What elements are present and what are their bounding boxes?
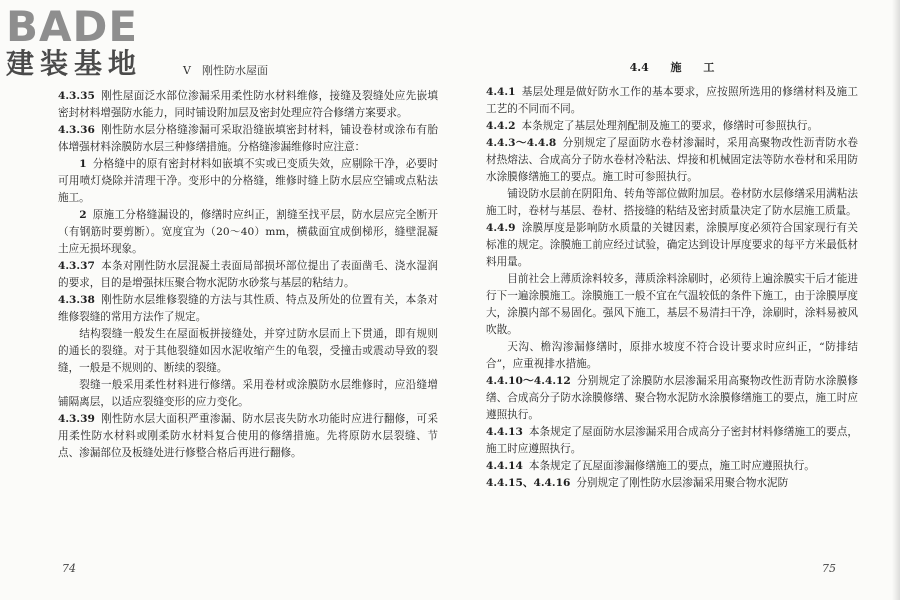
paragraph bbox=[58, 207, 438, 258]
clause-number: 4.3.38 bbox=[58, 294, 95, 306]
logo-text-cn: 建装基地 bbox=[6, 47, 143, 80]
clause-number: 4.3.39 bbox=[58, 413, 95, 425]
paragraph-text: 目前社会上薄质涂料较多，薄质涂料涂刷时，必须待上遍涂膜实干后才能进行下一遍涂膜施工。涂膜施工一般不宜在气温较低的条件下施工，由于涂膜厚度大，涂膜内部不易固化。强风下施工，基层不易清扫干净，涂刷时，涂料易被风吹散。 bbox=[486, 273, 858, 336]
paragraph-text: 铺设防水层前在阴阳角、转角等部位做附加层。卷材防水层修缮采用满粘法施工时，卷材与基层、卷材、搭接缝的粘结及密封质量决定了防水层施工质量。 bbox=[486, 188, 858, 217]
clause-number: 4.3.35 bbox=[58, 90, 95, 102]
page-number-left: 74 bbox=[62, 562, 76, 575]
clause-number: 4.4.10～4.4.12 bbox=[486, 375, 571, 387]
paragraph bbox=[58, 411, 438, 462]
paragraph-text: 本条规定了瓦屋面渗漏修缮施工的要点，施工时应遵照执行。 bbox=[528, 460, 815, 472]
paragraph-text: 本条规定了屋面防水层渗漏采用合成高分子密封材料修缮施工的要点，施工时应遵照执行。 bbox=[486, 426, 858, 455]
paragraph bbox=[486, 84, 858, 118]
paragraph bbox=[486, 424, 858, 458]
paragraph bbox=[486, 118, 858, 135]
paragraph-text: 刚性防水层维修裂缝的方法与其性质、特点及所处的位置有关，本条对维修裂缝的常用方法作了规定。 bbox=[58, 294, 438, 323]
paragraph-text: 结构裂缝一般发生在屋面板拼接缝处，并穿过防水层而上下贯通，即有规则的通长的裂缝。对于其他裂缝如因水泥收缩产生的龟裂，受撞击或震动导致的裂缝，一般是不规则的、断续的裂缝。 bbox=[58, 328, 438, 374]
paragraph bbox=[58, 292, 438, 326]
paragraph-text: 原施工分格缝漏设的，修缮时应纠正，割缝至找平层，防水层应完全断开（有钢筋时要剪断）。宽度宜为（20～40）mm，横截面宜成倒梯形，缝壁混凝土应无损坏现象。 bbox=[58, 209, 438, 255]
paragraph bbox=[58, 88, 438, 122]
clause-number: 4.4.3～4.4.8 bbox=[486, 137, 557, 149]
clause-number: 4.4.13 bbox=[486, 426, 523, 438]
paragraph bbox=[486, 186, 858, 220]
right-page-body bbox=[486, 58, 858, 492]
clause-number: 4.4.9 bbox=[486, 222, 516, 234]
clause-number: 4.3.37 bbox=[58, 260, 95, 272]
paragraph-text: 裂缝一般采用柔性材料进行修缮。采用卷材或涂膜防水层维修时，应沿缝增铺隔离层，以适应裂缝变形的应力变化。 bbox=[58, 379, 438, 408]
clause-number: 4.4.2 bbox=[486, 120, 516, 132]
paragraph bbox=[58, 258, 438, 292]
paragraph-text: 刚性防水层大面积严重渗漏、防水层丧失防水功能时应进行翻修，可采用柔性防水材料或刚柔防水材料复合使用的修缮措施。先将原防水层裂缝、节点、渗漏部位及板缝处进行修整合格后再进行翻修。 bbox=[58, 413, 438, 459]
paragraph-text: 分格缝中的原有密封材料如嵌填不实或已变质失效，应剔除干净，必要时可用喷灯烧除并清理干净。变形中的分格缝，维修时缝上防水层应空铺或点粘法施工。 bbox=[58, 158, 438, 204]
running-head: V 刚性防水屋面 bbox=[183, 64, 268, 77]
paragraph bbox=[58, 326, 438, 377]
page-edge-shadow bbox=[892, 0, 900, 600]
left-page-body bbox=[58, 88, 438, 462]
paragraph bbox=[58, 377, 438, 411]
paragraph-text: 天沟、檐沟渗漏修缮时，原排水坡度不符合设计要求时应纠正，“防排结合”，应重视排水措施。 bbox=[486, 341, 858, 370]
paragraph bbox=[486, 475, 858, 492]
paragraph bbox=[486, 373, 858, 424]
section-title: 4.4 施 工 bbox=[629, 61, 715, 74]
clause-number: 4.4.1 bbox=[486, 86, 516, 98]
clause-number: 1 bbox=[79, 158, 87, 170]
paragraph-text: 刚性防水层分格缝渗漏可采取沿缝嵌填密封材料，铺设卷材或涂布有胎体增强材料涂膜防水层三种修缮措施。分格缝渗漏维修时应注意： bbox=[58, 124, 438, 153]
paragraph bbox=[486, 220, 858, 271]
paragraph bbox=[486, 271, 858, 339]
clause-number: 4.4.15、4.4.16 bbox=[486, 477, 571, 489]
page-number-right: 75 bbox=[822, 562, 836, 575]
clause-number: 4.4.14 bbox=[486, 460, 523, 472]
right-page-paragraphs bbox=[486, 84, 858, 492]
paragraph-text: 本条规定了基层处理剂配制及施工的要求，修缮时可参照执行。 bbox=[521, 120, 819, 132]
paragraph-text: 基层处理是做好防水工作的基本要求，应按照所选用的修缮材料及施工工艺的不同而不同。 bbox=[486, 86, 858, 115]
paragraph bbox=[58, 122, 438, 156]
logo-text-en: BADE bbox=[6, 2, 139, 51]
paragraph bbox=[486, 339, 858, 373]
bade-logo bbox=[6, 4, 181, 84]
paragraph bbox=[58, 156, 438, 207]
paragraph-text: 分别规定了涂膜防水层渗漏采用高聚物改性沥青防水涂膜修缮、合成高分子防水涂膜修缮、聚合物水泥防水涂膜修缮施工的要点，施工时应遵照执行。 bbox=[486, 375, 858, 421]
paragraph-text: 分别规定了刚性防水层渗漏采用聚合物水泥防 bbox=[576, 477, 789, 489]
paragraph-text: 分别规定了屋面防水卷材渗漏时，采用高聚物改性沥青防水卷材热熔法、合成高分子防水卷材冷粘法、焊接和机械固定法等防水卷材和采用防水涂膜修缮施工的要点。施工时可参照执行。 bbox=[486, 137, 858, 183]
paragraph-text: 本条对刚性防水层混凝土表面局部损坏部位提出了表面凿毛、浇水湿润的要求，目的是增强抹压聚合物水泥防水砂浆与基层的粘结力。 bbox=[58, 260, 438, 289]
paragraph bbox=[486, 458, 858, 475]
paragraph-text: 涂膜厚度是影响防水质量的关键因素，涂膜厚度必须符合国家现行有关标准的规定。涂膜施工前应经过试验，确定达到设计厚度要求的每平方米最低材料用量。 bbox=[486, 222, 858, 268]
clause-number: 2 bbox=[79, 209, 87, 221]
paragraph-text: 刚性屋面泛水部位渗漏采用柔性防水材料维修，接缝及裂缝处应先嵌填密封材料增强防水能力，同时铺设附加层及密封处理应符合修缮方案要求。 bbox=[58, 90, 438, 119]
paragraph bbox=[486, 135, 858, 186]
clause-number: 4.3.36 bbox=[58, 124, 95, 136]
